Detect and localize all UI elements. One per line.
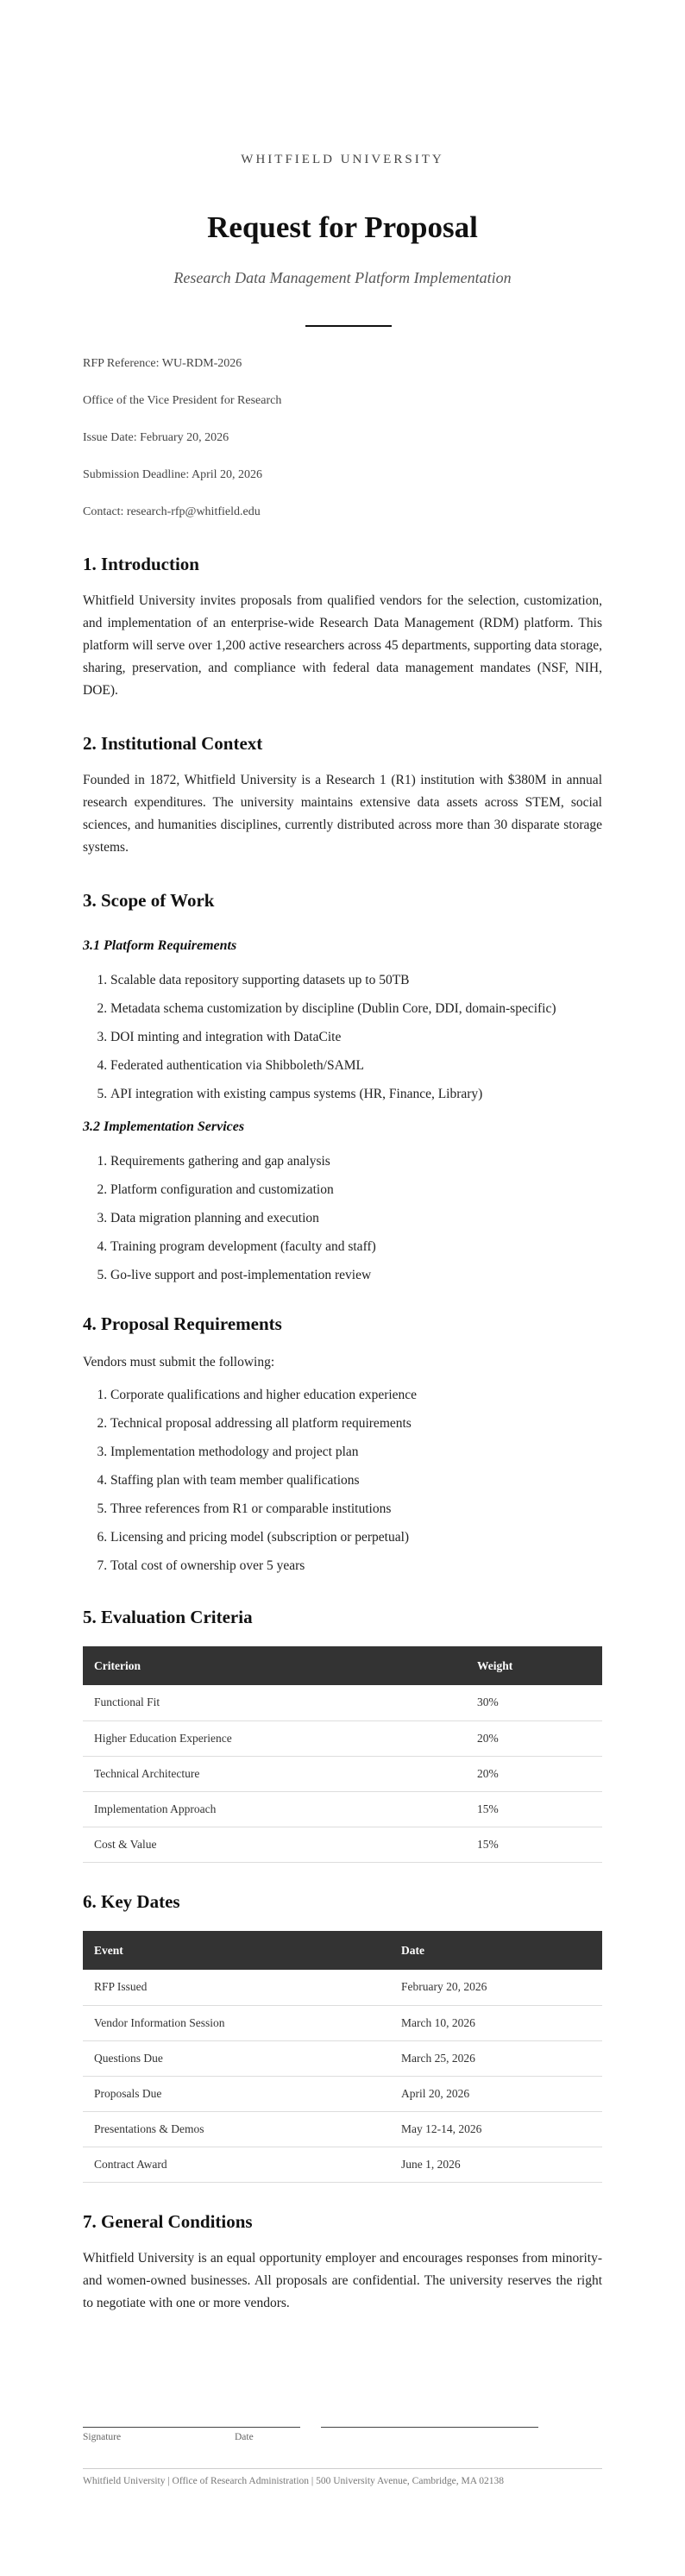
section-heading: 7. General Conditions [83, 2211, 253, 2232]
submission-deadline: Submission Deadline: April 20, 2026 [83, 468, 263, 481]
section-scope-of-work [83, 888, 602, 912]
issue-date: Issue Date: February 20, 2026 [83, 431, 229, 444]
date-cell: March 25, 2026 [390, 2040, 602, 2076]
event-cell: Vendor Information Session [83, 2005, 390, 2040]
event-cell: RFP Issued [83, 1970, 390, 2005]
section-institutional-context [83, 731, 602, 859]
event-cell: Questions Due [83, 2040, 390, 2076]
section-evaluation-criteria [83, 1605, 602, 1863]
weight-cell: 15% [466, 1791, 602, 1827]
criterion-cell: Technical Architecture [83, 1756, 466, 1791]
list-item: 4. Training program development (faculty and staff) [110, 1238, 602, 1266]
table-row [83, 2005, 602, 2040]
platform-requirements-list [83, 971, 602, 1113]
list-item: 2. Metadata schema customization by discipline (Dublin Core, DDI, domain-specific) [110, 1000, 602, 1028]
document-title: Request for Proposal [207, 210, 478, 244]
list-item: 1. Requirements gathering and gap analysis [110, 1152, 602, 1181]
document-meta [83, 355, 281, 541]
list-item: 3. Data migration planning and execution [110, 1209, 602, 1238]
subsection-implementation-services [83, 1118, 602, 1294]
proposal-requirements-list [83, 1386, 602, 1585]
page-footer: Whitfield University | Office of Research Administration | 500 University Avenue, Cambridge, MA 02138 [83, 2476, 505, 2486]
list-item: 4. Staffing plan with team member qualifications [110, 1471, 602, 1500]
contact-email: Contact: research-rfp@whitfield.edu [83, 505, 261, 518]
list-item: 1. Corporate qualifications and higher education experience [110, 1386, 602, 1414]
title-divider [305, 325, 392, 327]
table-row [83, 2147, 602, 2182]
date-label: Date [235, 2432, 254, 2442]
date-cell: April 20, 2026 [390, 2076, 602, 2111]
list-item: 5. Go-live support and post-implementation review [110, 1266, 602, 1294]
criterion-cell: Implementation Approach [83, 1791, 466, 1827]
table-header-row [83, 1931, 602, 1970]
list-item: 1. Scalable data repository supporting datasets up to 50TB [110, 971, 602, 1000]
event-cell: Contract Award [83, 2147, 390, 2182]
criterion-cell: Cost & Value [83, 1827, 466, 1862]
subsection-heading: 3.1 Platform Requirements [83, 938, 237, 953]
list-item: 7. Total cost of ownership over 5 years [110, 1557, 602, 1585]
document-subtitle: Research Data Management Platform Implementation [173, 269, 512, 286]
table-row [83, 2111, 602, 2147]
signature-line [83, 2427, 300, 2428]
date-cell: June 1, 2026 [390, 2147, 602, 2182]
weight-cell: 15% [466, 1827, 602, 1862]
list-item: 2. Platform configuration and customization [110, 1181, 602, 1209]
section-proposal-requirements [83, 1312, 602, 1585]
table-row [83, 1756, 602, 1791]
list-item: 4. Federated authentication via Shibboleth/SAML [110, 1056, 602, 1085]
section-body: Founded in 1872, Whitfield University is a Research 1 (R1) institution with $380M in annual research expenditures. The university maintains extensive data assets across STEM, social sciences, and humanities disciplines, currently distributed across more than 30 disparate storage systems. [83, 773, 602, 855]
event-cell: Proposals Due [83, 2076, 390, 2111]
table-row [83, 1827, 602, 1862]
section-heading: 3. Scope of Work [83, 890, 215, 911]
section-heading: 6. Key Dates [83, 1891, 180, 1912]
column-header-event: Event [83, 1931, 390, 1970]
weight-cell: 20% [466, 1756, 602, 1791]
section-body: Whitfield University invites proposals from qualified vendors for the selection, customization, and implementation of an enterprise-wide Research Data Management (RDM) platform. This platform will serve over 1,200 active researchers across 45 departments, supporting data storage, sharing, preservation, and compliance with federal data management mandates (NSF, NIH, DOE). [83, 593, 602, 698]
column-header-date: Date [390, 1931, 602, 1970]
criterion-cell: Functional Fit [83, 1685, 466, 1720]
list-item: 2. Technical proposal addressing all platform requirements [110, 1414, 602, 1443]
signature-label: Signature [83, 2432, 122, 2442]
section-heading: 4. Proposal Requirements [83, 1313, 282, 1334]
list-item: 6. Licensing and pricing model (subscription or perpetual) [110, 1528, 602, 1557]
footer-divider [83, 2468, 602, 2469]
date-cell: February 20, 2026 [390, 1970, 602, 2005]
table-row [83, 2040, 602, 2076]
date-line [321, 2427, 538, 2428]
issuing-office: Office of the Vice President for Research [83, 394, 282, 407]
table-row [83, 2076, 602, 2111]
organization-name: WHITFIELD UNIVERSITY [241, 153, 444, 166]
table-row [83, 1791, 602, 1827]
subsection-platform-requirements [83, 937, 602, 1113]
date-cell: May 12-14, 2026 [390, 2111, 602, 2147]
weight-cell: 30% [466, 1685, 602, 1720]
rfp-reference: RFP Reference: WU-RDM-2026 [83, 357, 242, 370]
list-item: 3. DOI minting and integration with DataCite [110, 1028, 602, 1056]
list-item: 3. Implementation methodology and project plan [110, 1443, 602, 1471]
section-heading: 2. Institutional Context [83, 733, 263, 754]
criterion-cell: Higher Education Experience [83, 1720, 466, 1756]
date-cell: March 10, 2026 [390, 2005, 602, 2040]
section-intro: Vendors must submit the following: [83, 1355, 275, 1369]
key-dates-table [83, 1931, 602, 2183]
list-item: 5. Three references from R1 or comparable institutions [110, 1500, 602, 1528]
implementation-services-list [83, 1152, 602, 1294]
weight-cell: 20% [466, 1720, 602, 1756]
table-header-row [83, 1646, 602, 1685]
section-heading: 5. Evaluation Criteria [83, 1607, 253, 1627]
section-heading: 1. Introduction [83, 554, 199, 574]
section-body: Whitfield University is an equal opportunity employer and encourages responses from minority- and women-owned businesses. All proposals are confidential. The university reserves the right to negotiate with one or more vendors. [83, 2251, 602, 2310]
evaluation-table [83, 1646, 602, 1863]
table-row [83, 1970, 602, 2005]
column-header-criterion: Criterion [83, 1646, 466, 1685]
section-general-conditions [83, 2209, 602, 2315]
table-row [83, 1720, 602, 1756]
column-header-weight: Weight [466, 1646, 602, 1685]
list-item: 5. API integration with existing campus systems (HR, Finance, Library) [110, 1085, 602, 1113]
section-introduction [83, 552, 602, 702]
section-key-dates [83, 1890, 602, 2183]
event-cell: Presentations & Demos [83, 2111, 390, 2147]
subsection-heading: 3.2 Implementation Services [83, 1119, 245, 1134]
table-row [83, 1685, 602, 1720]
